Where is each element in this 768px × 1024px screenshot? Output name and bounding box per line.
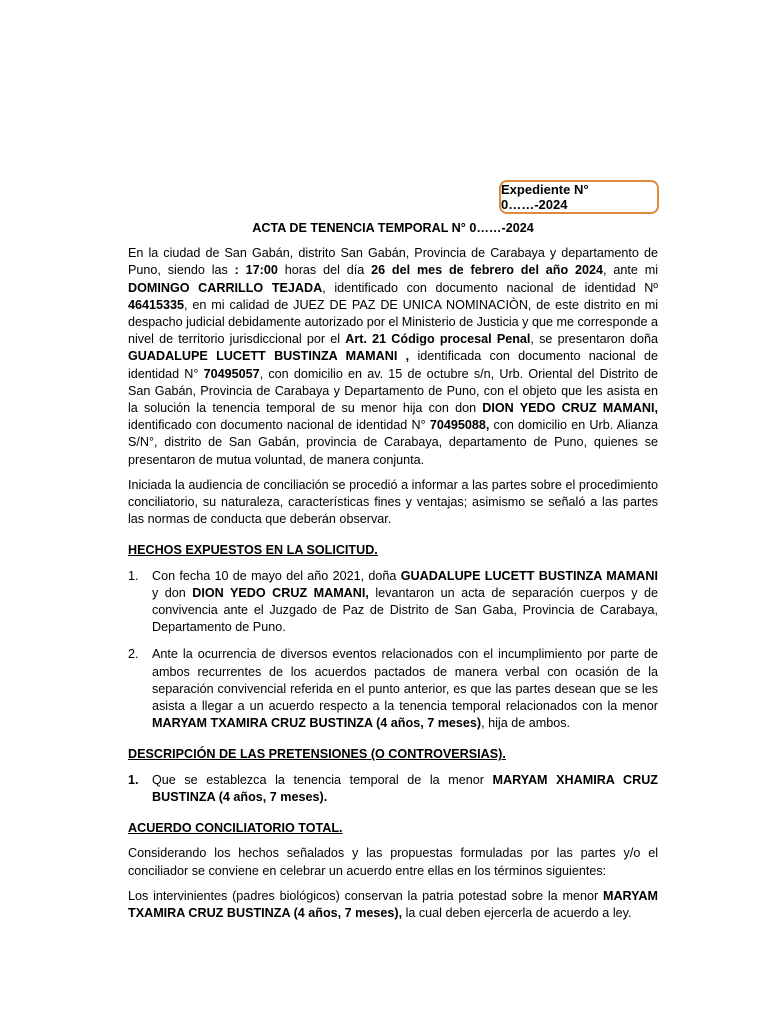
expediente-box <box>499 180 659 214</box>
heading-hechos: HECHOS EXPUESTOS EN LA SOLICITUD. <box>128 543 378 558</box>
hechos-list <box>128 568 658 733</box>
patria-potestad-paragraph: Los intervinientes (padres biológicos) conservan la patria potestad sobre la menor MARYAM TXAMIRA CRUZ BUSTINZA (4 años, 7 meses), la cual deben ejercerla de acuerdo a ley. <box>128 888 658 920</box>
list-item: 1. Con fecha 10 de mayo del año 2021, doña GUADALUPE LUCETT BUSTINZA MAMANI y don DION YEDO CRUZ MAMANI, levantaron un acta de separación cuerpos y de convivencia ante el Juzgado de Paz de Distrito de San Gaba, Provincia de Carabaya, Departamento de Puno. <box>128 568 659 635</box>
document-title: ACTA DE TENENCIA TEMPORAL N° 0……-2024 <box>252 221 534 235</box>
audiencia-paragraph: Iniciada la audiencia de conciliación se procedió a informar a las partes sobre el procedimiento conciliatorio, su naturaleza, características fines y ventajas; asimismo se señaló a las partes las normas de conducta que deberán observar. <box>128 477 658 527</box>
pretensiones-list <box>128 772 658 806</box>
expediente-label: Expediente N° 0……-2024 <box>501 182 589 212</box>
list-item: 2. Ante la ocurrencia de diversos eventos relacionados con el incumplimiento por parte de ambos recurrentes de los acuerdos pactados de manera verbal con ocasión de la separación convivencial referida en el punto anterior, es que las partes desean que se les asista a llegar a un acuerdo respecto a la tenencia temporal relacionados con la menor MARYAM TXAMIRA CRUZ BUSTINZA (4 años, 7 meses), hija de ambos. <box>128 647 658 731</box>
document-body <box>128 220 658 930</box>
heading-pretensiones: DESCRIPCIÓN DE LAS PRETENSIONES (O CONTROVERSIAS). <box>128 747 506 762</box>
acuerdo-paragraph: Considerando los hechos señalados y las propuestas formuladas por las partes y/o el conciliador se conviene en celebrar un acuerdo entre ellas en los términos siguientes: <box>128 846 658 878</box>
list-item: 1. Que se establezca la tenencia temporal de la menor MARYAM XHAMIRA CRUZ BUSTINZA (4 años, 7 meses). <box>128 772 658 804</box>
intro-paragraph: En la ciudad de San Gabán, distrito San Gabán, Provincia de Carabaya y departamento de Puno, siendo las : 17:00 horas del día 26 del mes de febrero del año 2024, ante mi DOMINGO CARRILLO TEJADA, identificado con documento nacional de identidad Nº 46415335, en mi calidad de JUEZ DE PAZ DE UNICA NOMINACIÒN, de este distrito en mi despacho judicial debidamente autorizado por el Ministerio de Justicia y que me corresponde a nivel de territorio jurisdiccional por el Art. 21 Código procesal Penal, se presentaron doña GUADALUPE LUCETT BUSTINZA MAMANI , identificada con documento nacional de identidad N° 70495057, con domicilio en av. 15 de octubre s/n, Urb. Oriental del Distrito de San Gabán, Provincia de Carabaya y Departamento de Puno, con el objeto que les asista en la solución la tenencia temporal de su menor hija con don DION YEDO CRUZ MAMANI, identificado con documento nacional de identidad N° 70495088, con domicilio en Urb. Alianza S/N°, distrito de San Gabán, provincia de Carabaya, departamento de Puno, quienes se presentaron de mutua voluntad, de manera conjunta. <box>128 246 659 467</box>
heading-acuerdo: ACUERDO CONCILIATORIO TOTAL. <box>128 821 343 836</box>
